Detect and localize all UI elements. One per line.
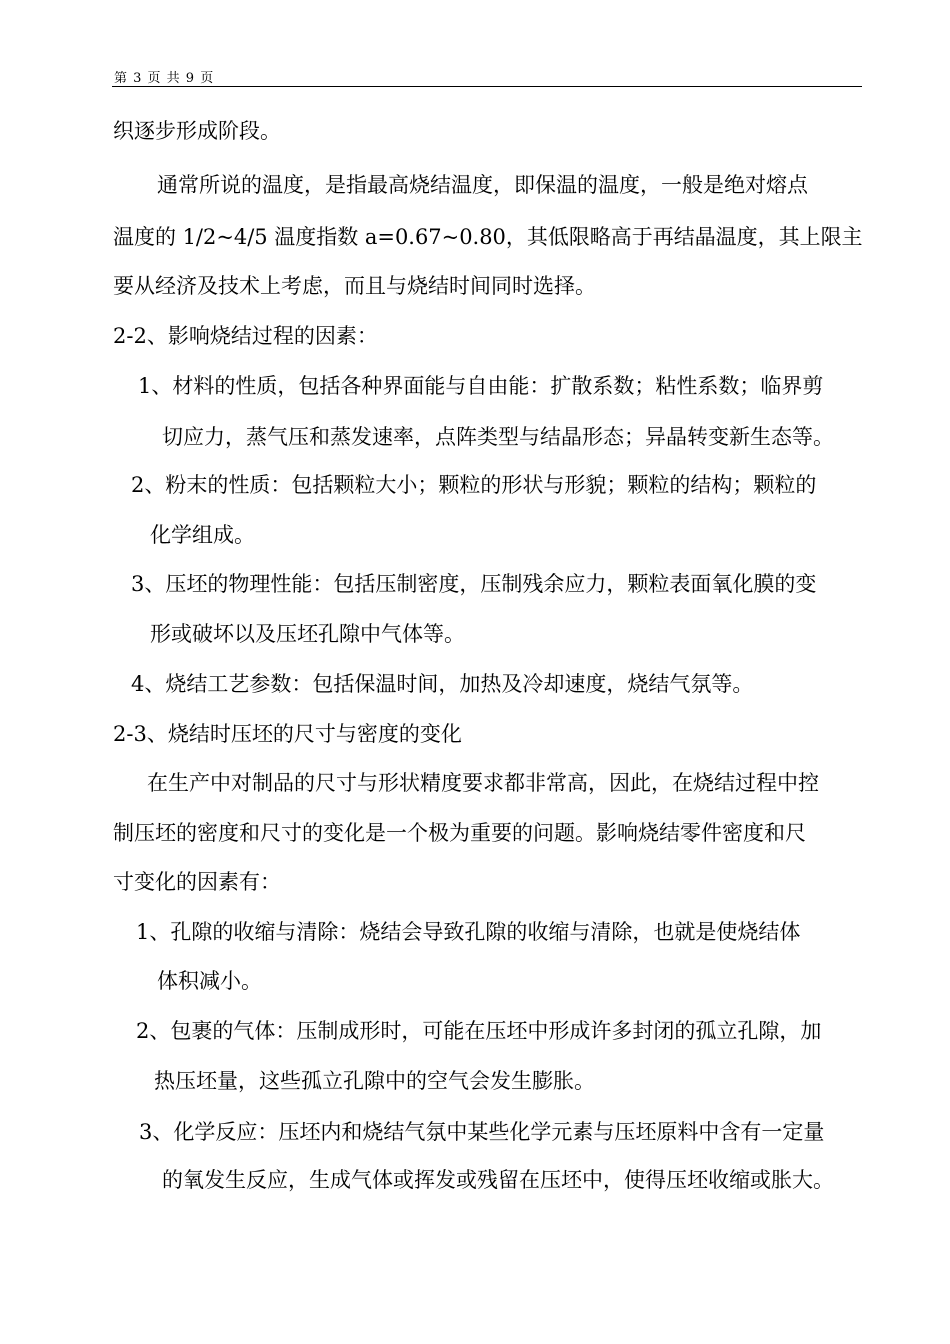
list-item: 2、粉末的性质：包括颗粒大小；颗粒的形状与形貌；颗粒的结构；颗粒的 — [131, 473, 817, 497]
list-item-continuation: 形或破坏以及压坯孔隙中气体等。 — [150, 622, 465, 646]
section-heading: 2-2、影响烧结过程的因素： — [113, 324, 378, 348]
text-line: 通常所说的温度，是指最高烧结温度，即保温的温度，一般是绝对熔点 — [157, 173, 808, 197]
list-item-continuation: 的氧发生反应，生成气体或挥发或残留在压坯中，使得压坯收缩或胀大。 — [162, 1168, 834, 1192]
text-line: 织逐步形成阶段。 — [113, 119, 281, 143]
list-item: 4、烧结工艺参数：包括保温时间，加热及冷却速度，烧结气氛等。 — [131, 672, 754, 696]
list-item: 3、化学反应：压坯内和烧结气氛中某些化学元素与压坯原料中含有一定量 — [139, 1120, 825, 1144]
list-item: 2、包裹的气体：压制成形时，可能在压坯中形成许多封闭的孤立孔隙，加 — [136, 1019, 822, 1043]
text-line: 温度的 1/2~4/5 温度指数 a=0.67~0.80，其低限略高于再结晶温度，其上限主 — [113, 225, 863, 249]
list-item-continuation: 体积减小。 — [157, 969, 262, 993]
header-divider — [112, 86, 862, 87]
text-line: 在生产中对制品的尺寸与形状精度要求都非常高，因此，在烧结过程中控 — [147, 771, 819, 795]
text-line: 制压坯的密度和尺寸的变化是一个极为重要的问题。影响烧结零件密度和尺 — [113, 821, 806, 845]
text-line: 要从经济及技术上考虑，而且与烧结时间同时选择。 — [113, 274, 596, 298]
list-item: 3、压坯的物理性能：包括压制密度，压制残余应力，颗粒表面氧化膜的变 — [131, 572, 817, 596]
text-line: 寸变化的因素有： — [113, 870, 281, 894]
list-item-continuation: 化学组成。 — [150, 523, 255, 547]
list-item: 1、材料的性质，包括各种界面能与自由能：扩散系数；粘性系数；临界剪 — [138, 374, 824, 398]
list-item-continuation: 热压坯量，这些孤立孔隙中的空气会发生膨胀。 — [154, 1069, 595, 1093]
list-item: 1、孔隙的收缩与清除：烧结会导致孔隙的收缩与清除，也就是使烧结体 — [136, 920, 801, 944]
list-item-continuation: 切应力，蒸气压和蒸发速率，点阵类型与结晶形态；异晶转变新生态等。 — [162, 425, 834, 449]
page-number-header: 第 3 页 共 9 页 — [114, 71, 215, 86]
section-heading: 2-3、烧结时压坯的尺寸与密度的变化 — [113, 722, 462, 746]
